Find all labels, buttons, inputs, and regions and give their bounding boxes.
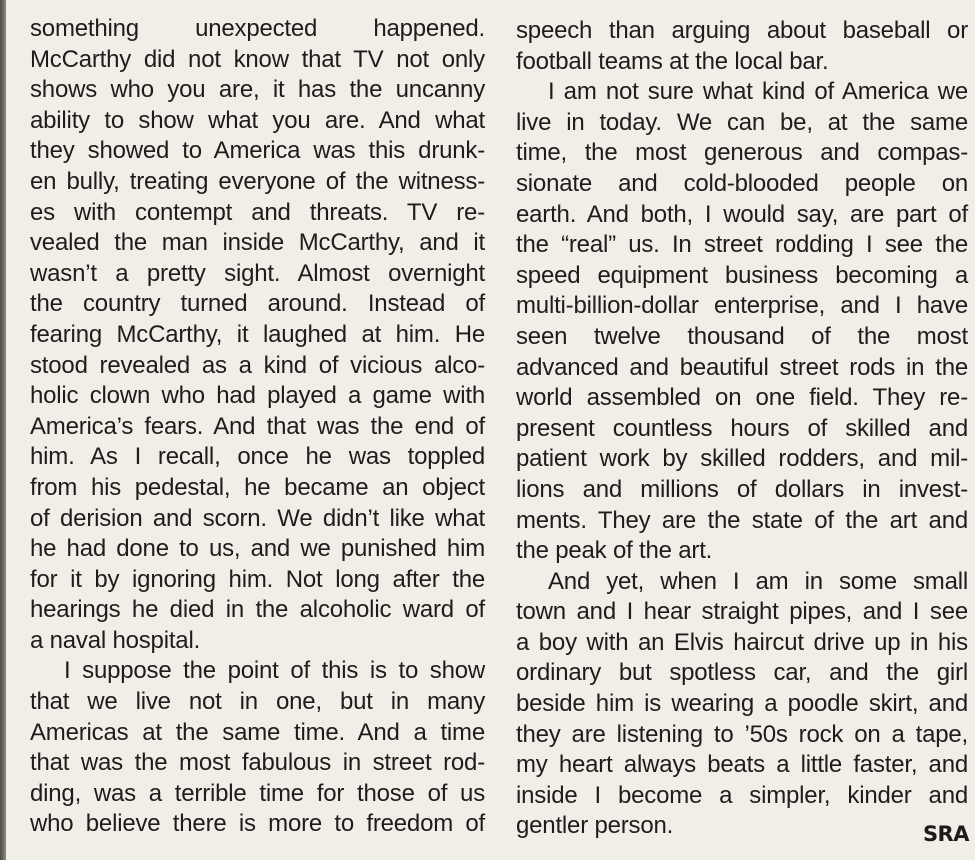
text-line: America’s fears. And that was the end of: [30, 412, 485, 440]
text-line: the country turned around. Instead of: [30, 290, 485, 318]
text-line: live in today. We can be, at the same: [516, 108, 968, 136]
text-line: multi-billion-dollar enterprise, and I have: [516, 292, 968, 320]
text-line: that we live not in one, but in many: [30, 688, 485, 716]
paragraph-end-line: gentler person.: [516, 812, 674, 840]
text-line: my heart always beats a little faster, and: [516, 751, 968, 779]
text-line: McCarthy did not know that TV not only: [30, 45, 485, 73]
text-line: fearing McCarthy, it laughed at him. He: [30, 320, 485, 348]
text-line: ability to show what you are. And what: [30, 106, 485, 134]
text-line: they showed to America was this drunk-: [30, 137, 485, 165]
text-line: holic clown who had played a game with: [30, 382, 485, 410]
text-line: something unexpected happened.: [30, 15, 485, 42]
text-line: of derision and scorn. We didn’t like what: [30, 504, 485, 532]
text-line: that was the most fabulous in street rod-: [30, 749, 485, 777]
paragraph-start-line: I suppose the point of this is to show: [64, 657, 485, 685]
text-line: ding, was a terrible time for those of us: [30, 779, 485, 807]
text-line: they are listening to ’50s rock on a tape,: [516, 720, 968, 748]
text-line: Americas at the same time. And a time: [30, 718, 485, 746]
text-line: for it by ignoring him. Not long after the: [30, 565, 485, 593]
paragraph-end-line: a naval hospital.: [30, 626, 201, 654]
text-line: speed equipment business becoming a: [516, 261, 968, 289]
text-line: es with contempt and threats. TV re-: [30, 198, 485, 226]
text-line: inside I become a simpler, kinder and: [516, 781, 968, 809]
text-line: the “real” us. In street rodding I see the: [516, 231, 968, 259]
right-text-column: [516, 16, 968, 842]
text-line: ments. They are the state of the art and: [516, 506, 968, 534]
text-line: stood revealed as a kind of vicious alco-: [30, 351, 485, 379]
text-line: from his pedestal, he became an object: [30, 473, 485, 501]
paragraph-end-line: football teams at the local bar.: [516, 47, 829, 75]
text-line: lions and millions of dollars in invest-: [516, 475, 968, 503]
text-line: shows who you are, it has the uncanny: [30, 76, 485, 104]
paragraph-start-line: I am not sure what kind of America we: [548, 78, 968, 106]
left-text-column: [30, 14, 485, 840]
page-edge-rule: [0, 0, 6, 860]
text-line: present countless hours of skilled and: [516, 414, 968, 442]
text-line: speech than arguing about baseball or: [516, 17, 968, 44]
text-line: beside him is wearing a poodle skirt, and: [516, 690, 968, 718]
text-line: en bully, treating everyone of the witness-: [30, 167, 485, 195]
text-line: patient work by skilled rodders, and mil-: [516, 445, 968, 473]
text-line: town and I hear straight pipes, and I see: [516, 598, 968, 626]
text-line: who believe there is more to freedom of: [30, 810, 485, 838]
text-line: a boy with an Elvis haircut drive up in his: [516, 628, 968, 656]
text-line: wasn’t a pretty sight. Almost overnight: [30, 259, 485, 287]
author-signature: SRA: [922, 822, 969, 846]
text-line: world assembled on one field. They re-: [516, 384, 968, 412]
paragraph-end-line: the peak of the art.: [516, 537, 713, 565]
text-line: he had done to us, and we punished him: [30, 535, 485, 563]
text-line: sionate and cold-blooded people on: [516, 169, 968, 197]
text-line: him. As I recall, once he was toppled: [30, 443, 485, 471]
text-line: time, the most generous and compas-: [516, 139, 968, 167]
text-line: advanced and beautiful street rods in the: [516, 353, 968, 381]
text-line: vealed the man inside McCarthy, and it: [30, 229, 485, 257]
text-line: earth. And both, I would say, are part of: [516, 200, 968, 228]
text-line: hearings he died in the alcoholic ward of: [30, 596, 485, 624]
text-line: ordinary but spotless car, and the girl: [516, 659, 968, 687]
text-line: seen twelve thousand of the most: [516, 322, 968, 350]
paragraph-start-line: And yet, when I am in some small: [548, 567, 968, 595]
